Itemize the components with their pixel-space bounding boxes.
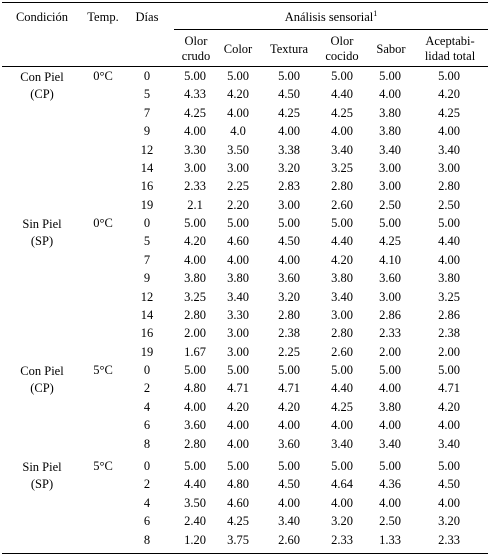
cell-olor-crudo: 4.80: [184, 381, 206, 396]
cell-sabor: 5.00: [379, 216, 401, 230]
cell-sabor: 4.00: [379, 87, 401, 102]
cell-textura: 4.00: [278, 252, 300, 267]
cell-textura: 3.60: [278, 271, 300, 286]
cell-dias: 0: [143, 363, 151, 377]
cell-aceptabilidad-total: 4.40: [438, 234, 460, 249]
cell-olor-crudo: 4.40: [184, 477, 206, 492]
cell-olor-cocido: 2.60: [331, 344, 353, 359]
cell-olor-crudo: 2.33: [184, 179, 206, 194]
cell-textura: 4.20: [278, 399, 300, 414]
cell-aceptabilidad-total: 5.00: [438, 459, 460, 473]
cell-olor-crudo: 3.00: [184, 161, 206, 175]
cell-color: 4.0: [230, 124, 246, 139]
cell-sabor: 1.33: [379, 532, 401, 547]
cell-olor-crudo: 3.25: [184, 289, 206, 304]
cell-olor-cocido: 4.00: [331, 418, 353, 433]
cell-dias: 2: [143, 477, 151, 492]
cell-aceptabilidad-total: 2.38: [438, 326, 460, 341]
cell-sabor: 3.40: [379, 142, 401, 157]
cell-textura: 2.60: [278, 532, 300, 547]
cell-dias: 4: [143, 495, 151, 510]
cell-olor-cocido: 4.40: [331, 381, 353, 396]
cell-color: 5.00: [227, 459, 249, 473]
cell-dias: 8: [143, 436, 151, 451]
cell-olor-cocido: 4.25: [331, 105, 353, 120]
cell-olor-crudo: 2.00: [184, 326, 206, 341]
cell-textura: 5.00: [278, 216, 300, 230]
cell-aceptabilidad-total: 4.00: [438, 252, 460, 267]
cell-olor-crudo: 2.1: [187, 197, 203, 212]
cell-textura: 3.40: [278, 514, 300, 529]
cell-aceptabilidad-total: 3.40: [438, 436, 460, 451]
cell-aceptabilidad-total: 5.00: [438, 363, 460, 377]
cell-dias: 7: [143, 105, 151, 120]
cell-aceptabilidad-total: 2.50: [438, 197, 460, 212]
cell-textura: 3.60: [278, 436, 300, 451]
group-header-rule: [174, 29, 488, 30]
cell-olor-cocido: 4.00: [331, 495, 353, 510]
cell-color: 2.25: [227, 179, 249, 194]
cell-olor-crudo: 3.30: [184, 142, 206, 157]
cell-sabor: 4.25: [379, 234, 401, 249]
cell-dias: 0: [143, 459, 151, 473]
cell-dias: 7: [143, 252, 151, 267]
cell-textura: 2.38: [278, 326, 300, 341]
cell-dias: 12: [140, 142, 154, 157]
cell-olor-cocido: 3.25: [331, 161, 353, 175]
cell-color: 4.00: [227, 436, 249, 451]
cell-dias: 6: [143, 418, 151, 433]
cell-olor-cocido: 4.40: [331, 234, 353, 249]
cell-sabor: 5.00: [379, 69, 401, 83]
cell-sabor: 3.00: [379, 161, 401, 175]
cell-olor-crudo: 2.80: [184, 308, 206, 322]
cell-dias: 0: [143, 216, 151, 230]
cell-textura: 4.50: [278, 477, 300, 492]
cell-textura: 2.25: [278, 344, 300, 359]
cell-dias: 19: [140, 344, 154, 359]
cell-sabor: 4.10: [379, 252, 401, 267]
cell-sabor: 5.00: [379, 363, 401, 377]
cell-color: 4.00: [227, 418, 249, 433]
cell-aceptabilidad-total: 4.00: [438, 418, 460, 433]
cell-dias: 6: [143, 514, 151, 529]
cell-sabor: 3.00: [379, 289, 401, 304]
cell-dias: 8: [143, 532, 151, 547]
condition-label: Con Piel (CP): [20, 70, 64, 101]
cell-textura: 4.71: [278, 381, 300, 396]
header-condicion: Condición: [15, 10, 69, 24]
cell-olor-crudo: 3.80: [184, 271, 206, 286]
cell-sabor: 2.00: [379, 344, 401, 359]
temperature-label: 5°C: [93, 459, 113, 473]
cell-olor-cocido: 4.64: [331, 477, 353, 492]
cell-aceptabilidad-total: 2.80: [438, 179, 460, 194]
cell-olor-cocido: 2.33: [331, 532, 353, 547]
cell-aceptabilidad-total: 4.00: [438, 124, 460, 139]
cell-color: 3.75: [227, 532, 249, 547]
cell-olor-cocido: 2.80: [331, 326, 353, 341]
temperature-label: 0°C: [93, 69, 113, 83]
cell-olor-crudo: 4.00: [184, 399, 206, 414]
cell-olor-cocido: 5.00: [331, 363, 353, 377]
header-sabor: Sabor: [376, 42, 406, 56]
cell-olor-crudo: 2.40: [184, 514, 206, 529]
cell-olor-cocido: 4.40: [331, 87, 353, 102]
cell-sabor: 4.00: [379, 418, 401, 433]
cell-aceptabilidad-total: 5.00: [438, 69, 460, 83]
cell-textura: 4.25: [278, 105, 300, 120]
header-temp: Temp.: [87, 10, 119, 24]
cell-aceptabilidad-total: 3.25: [438, 289, 460, 304]
header-dias: Días: [135, 10, 159, 24]
cell-dias: 16: [140, 179, 154, 194]
cell-sabor: 2.50: [379, 514, 401, 529]
cell-olor-crudo: 4.00: [184, 252, 206, 267]
condition-label: Sin Piel (SP): [22, 460, 62, 491]
cell-dias: 5: [143, 234, 151, 249]
cell-aceptabilidad-total: 3.80: [438, 271, 460, 286]
cell-color: 4.00: [227, 252, 249, 267]
cell-textura: 4.50: [278, 234, 300, 249]
cell-dias: 2: [143, 381, 151, 396]
cell-olor-crudo: 1.20: [184, 532, 206, 547]
cell-olor-crudo: 5.00: [184, 363, 206, 377]
cell-dias: 5: [143, 87, 151, 102]
cell-color: 3.50: [227, 142, 249, 157]
cell-sabor: 4.00: [379, 381, 401, 396]
cell-olor-cocido: 3.40: [331, 289, 353, 304]
cell-color: 4.00: [227, 105, 249, 120]
cell-aceptabilidad-total: 2.33: [438, 532, 460, 547]
cell-sabor: 2.33: [379, 326, 401, 341]
cell-olor-cocido: 2.60: [331, 197, 353, 212]
cell-sabor: 4.36: [379, 477, 401, 492]
cell-olor-cocido: 5.00: [331, 69, 353, 83]
cell-color: 5.00: [227, 216, 249, 230]
cell-color: 3.00: [227, 326, 249, 341]
cell-sabor: 3.80: [379, 399, 401, 414]
cell-aceptabilidad-total: 4.71: [438, 381, 460, 396]
cell-olor-crudo: 4.00: [184, 124, 206, 139]
cell-sabor: 3.80: [379, 124, 401, 139]
header-olor-cocido: Olor cocido: [325, 34, 359, 63]
cell-sabor: 4.00: [379, 495, 401, 510]
cell-sabor: 3.00: [379, 179, 401, 194]
cell-dias: 9: [143, 271, 151, 286]
condition-label: Con Piel (CP): [20, 364, 64, 395]
header-color: Color: [223, 42, 253, 56]
cell-textura: 3.00: [278, 197, 300, 212]
condition-label: Sin Piel (SP): [22, 217, 62, 248]
cell-color: 2.20: [227, 197, 249, 212]
cell-textura: 4.00: [278, 495, 300, 510]
cell-aceptabilidad-total: 4.50: [438, 477, 460, 492]
cell-aceptabilidad-total: 3.00: [438, 161, 460, 175]
cell-textura: 3.20: [278, 289, 300, 304]
header-analisis-sensorial: Análisis sensorial$^1$: [284, 8, 378, 24]
cell-textura: 5.00: [278, 69, 300, 83]
cell-textura: 2.83: [278, 179, 300, 194]
cell-color: 3.80: [227, 271, 249, 286]
cell-sabor: 3.60: [379, 271, 401, 286]
cell-aceptabilidad-total: 4.25: [438, 105, 460, 120]
cell-aceptabilidad-total: 4.20: [438, 399, 460, 414]
cell-olor-cocido: 4.00: [331, 124, 353, 139]
cell-olor-crudo: 3.50: [184, 495, 206, 510]
cell-dias: 14: [140, 161, 154, 175]
cell-aceptabilidad-total: 3.20: [438, 514, 460, 529]
cell-dias: 14: [140, 308, 154, 322]
cell-textura: 3.20: [278, 161, 300, 175]
cell-olor-crudo: 4.33: [184, 87, 206, 102]
cell-color: 4.80: [227, 477, 249, 492]
cell-aceptabilidad-total: 2.86: [438, 308, 460, 322]
cell-textura: 4.00: [278, 124, 300, 139]
cell-color: 3.00: [227, 161, 249, 175]
cell-olor-crudo: 4.20: [184, 234, 206, 249]
temperature-label: 5°C: [93, 363, 113, 377]
cell-textura: 5.00: [278, 459, 300, 473]
cell-olor-crudo: 4.25: [184, 105, 206, 120]
cell-olor-crudo: 5.00: [184, 69, 206, 83]
cell-olor-cocido: 3.20: [331, 514, 353, 529]
cell-textura: 3.38: [278, 142, 300, 157]
cell-textura: 2.80: [278, 308, 300, 322]
cell-olor-crudo: 1.67: [184, 344, 206, 359]
cell-color: 5.00: [227, 363, 249, 377]
table-bottom-rule: [2, 553, 488, 554]
cell-aceptabilidad-total: 3.40: [438, 142, 460, 157]
cell-aceptabilidad-total: 2.00: [438, 344, 460, 359]
cell-dias: 0: [143, 69, 151, 83]
cell-sabor: 2.50: [379, 197, 401, 212]
table-top-rule: [2, 2, 488, 3]
cell-olor-crudo: 3.60: [184, 418, 206, 433]
cell-aceptabilidad-total: 4.20: [438, 87, 460, 102]
cell-olor-crudo: 5.00: [184, 459, 206, 473]
cell-olor-crudo: 5.00: [184, 216, 206, 230]
cell-sabor: 3.40: [379, 436, 401, 451]
cell-dias: 4: [143, 399, 151, 414]
cell-olor-cocido: 5.00: [331, 459, 353, 473]
cell-textura: 4.00: [278, 418, 300, 433]
cell-textura: 5.00: [278, 363, 300, 377]
cell-olor-cocido: 3.00: [331, 308, 353, 322]
cell-olor-cocido: 3.40: [331, 436, 353, 451]
cell-dias: 9: [143, 124, 151, 139]
cell-sabor: 2.86: [379, 308, 401, 322]
temperature-label: 0°C: [93, 216, 113, 230]
cell-color: 4.60: [227, 234, 249, 249]
cell-color: 3.40: [227, 289, 249, 304]
cell-color: 3.00: [227, 344, 249, 359]
cell-aceptabilidad-total: 5.00: [438, 216, 460, 230]
cell-dias: 19: [140, 197, 154, 212]
cell-dias: 16: [140, 326, 154, 341]
cell-color: 4.60: [227, 495, 249, 510]
cell-sabor: 3.80: [379, 105, 401, 120]
cell-olor-cocido: 5.00: [331, 216, 353, 230]
cell-olor-cocido: 3.80: [331, 271, 353, 286]
header-textura: Textura: [270, 42, 308, 56]
cell-color: 5.00: [227, 69, 249, 83]
cell-aceptabilidad-total: 4.00: [438, 495, 460, 510]
cell-color: 4.25: [227, 514, 249, 529]
cell-color: 4.20: [227, 87, 249, 102]
cell-olor-crudo: 2.80: [184, 436, 206, 451]
cell-color: 3.30: [227, 308, 249, 322]
cell-dias: 12: [140, 289, 154, 304]
cell-color: 4.71: [227, 381, 249, 396]
cell-olor-cocido: 3.40: [331, 142, 353, 157]
cell-olor-cocido: 4.25: [331, 399, 353, 414]
cell-olor-cocido: 4.20: [331, 252, 353, 267]
cell-color: 4.20: [227, 399, 249, 414]
cell-sabor: 5.00: [379, 459, 401, 473]
header-olor-crudo: Olor crudo: [181, 34, 211, 63]
cell-olor-cocido: 2.80: [331, 179, 353, 194]
cell-textura: 4.50: [278, 87, 300, 102]
header-aceptabilidad-total: Aceptabi- lidad total: [424, 34, 476, 63]
